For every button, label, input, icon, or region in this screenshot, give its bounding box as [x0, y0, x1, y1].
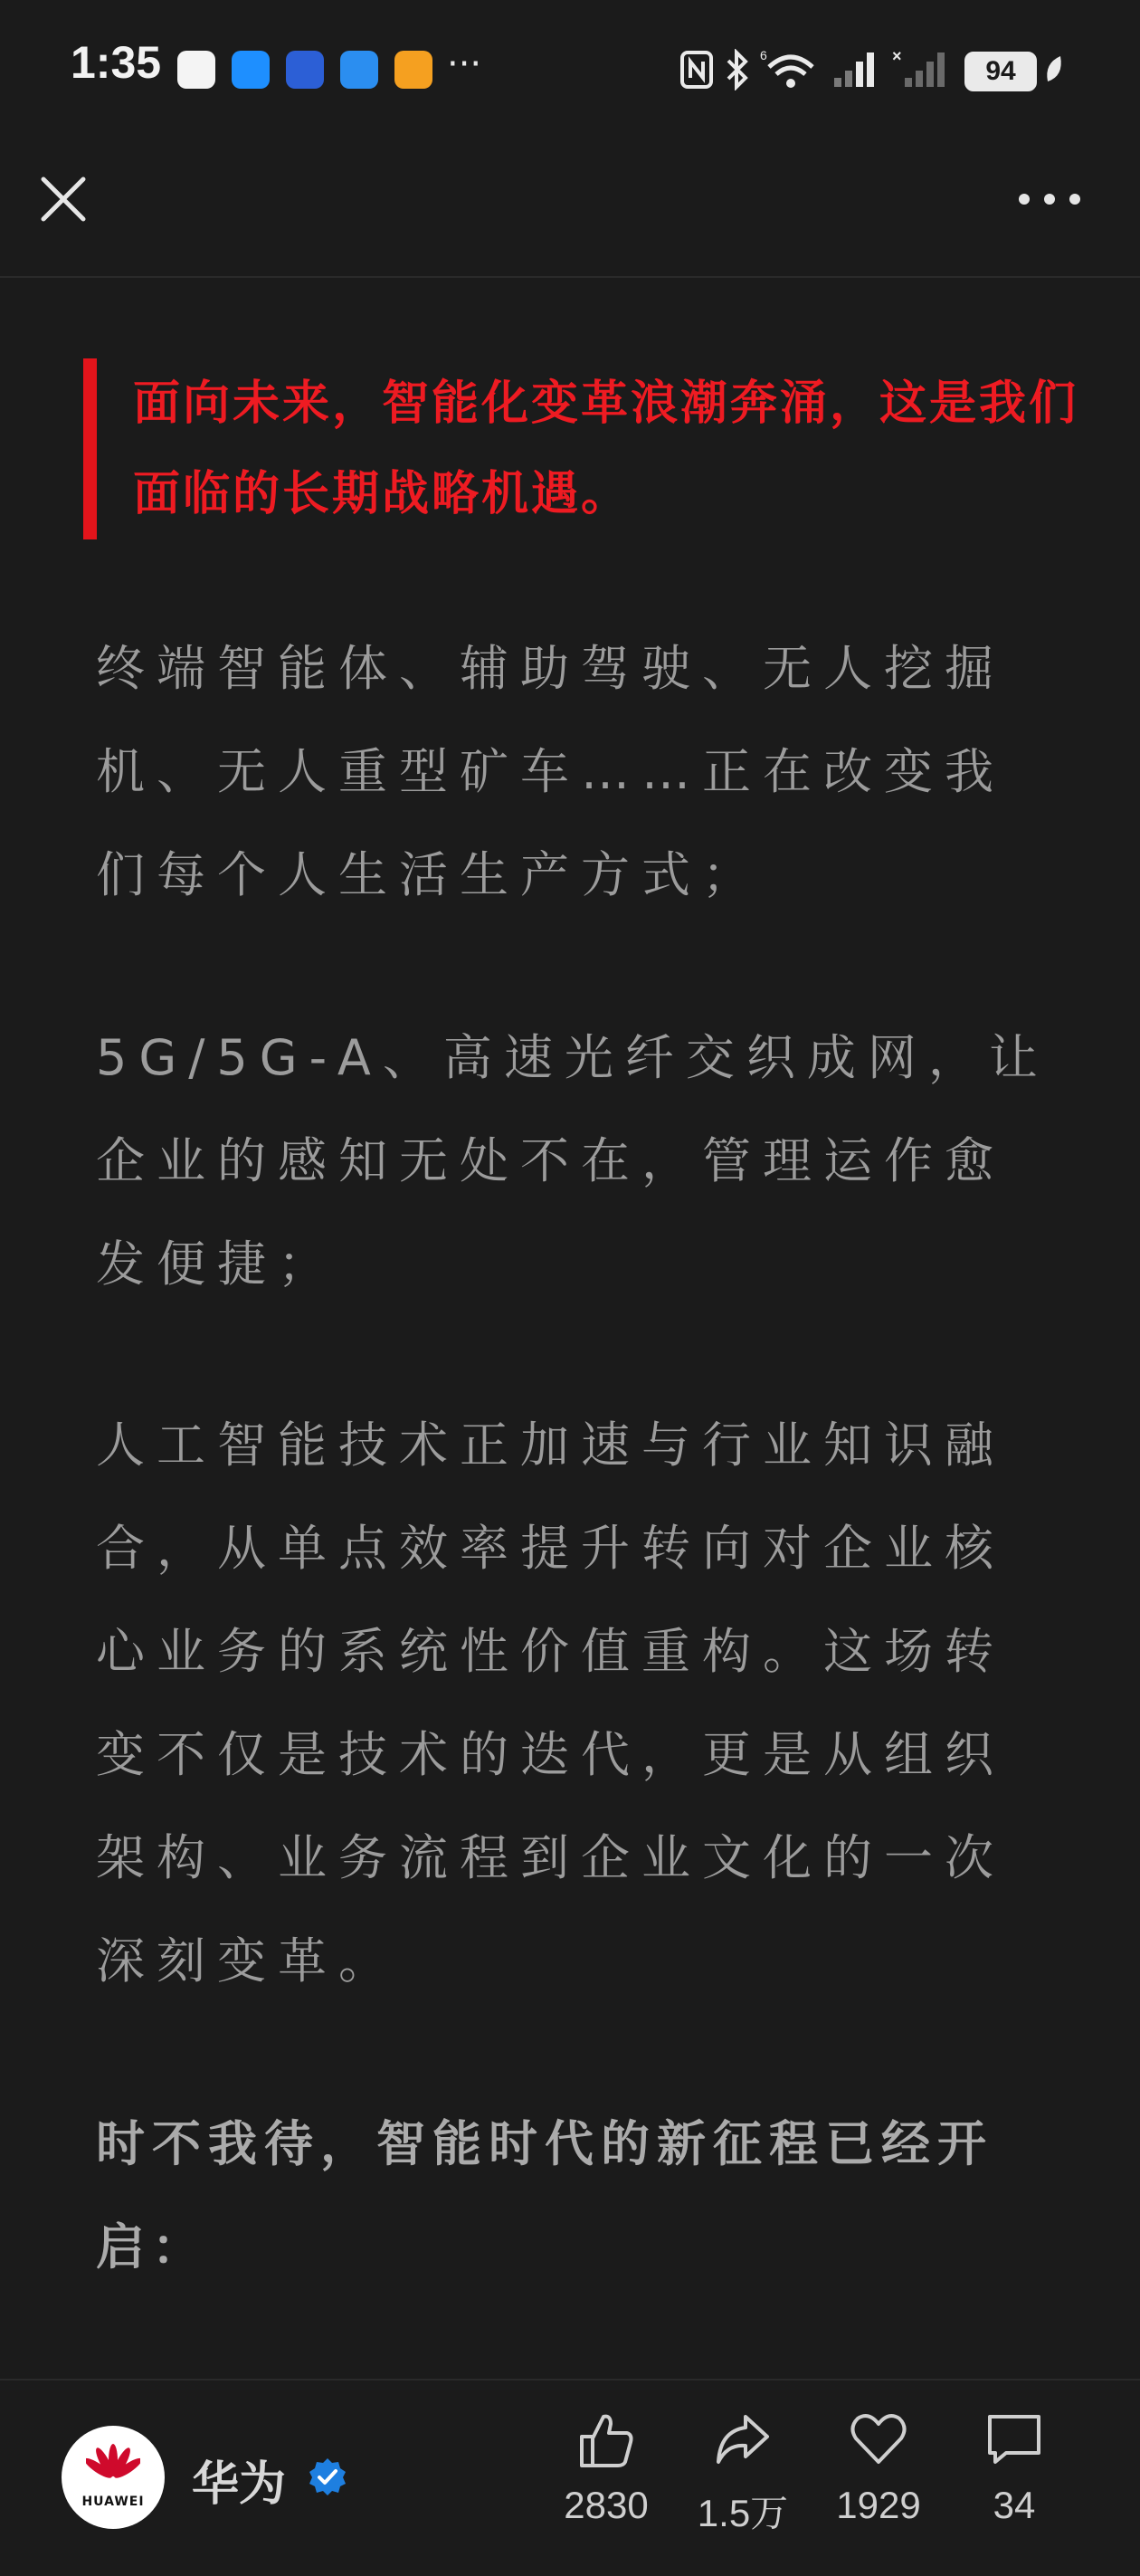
message-app-icon — [232, 51, 270, 89]
wifi-icon — [760, 47, 818, 91]
share-icon — [711, 2408, 774, 2471]
battery-indicator: 94 — [964, 52, 1037, 91]
status-bar — [0, 0, 1140, 136]
like-count: 2830 — [564, 2484, 649, 2526]
leaf-icon — [1042, 54, 1066, 85]
share-button[interactable] — [684, 2408, 802, 2538]
nfc-icon — [680, 51, 713, 89]
article-paragraph: 终端智能体、辅助驾驶、无人挖掘机、无人重型矿车……正在改变我们每个人生活生产方式； — [96, 640, 1005, 903]
svg-text:×: × — [892, 47, 902, 65]
heart-icon — [847, 2408, 910, 2471]
article-highlight-quote: 面向未来，智能化变革浪潮奔涌，这是我们面临的长期战略机遇。 — [83, 358, 1110, 539]
avatar-brand-text: HUAWEI — [81, 2495, 145, 2509]
svg-text:6: 6 — [760, 48, 767, 62]
status-time: 1:35 — [71, 37, 162, 88]
verified-badge-icon — [308, 2457, 347, 2496]
traffic-app-icon — [286, 51, 324, 89]
signal-icon — [832, 49, 879, 89]
cloud-app-icon — [340, 51, 378, 89]
comment-icon — [983, 2408, 1046, 2471]
video-app-icon — [394, 51, 432, 89]
signal-disabled-icon — [890, 47, 948, 89]
comment-button[interactable] — [955, 2408, 1073, 2527]
favorite-count: 1929 — [836, 2484, 921, 2526]
like-button[interactable] — [547, 2408, 665, 2527]
comment-count: 34 — [993, 2484, 1036, 2526]
bluetooth-icon — [724, 49, 751, 91]
close-icon[interactable] — [36, 172, 90, 226]
top-nav — [0, 136, 1140, 278]
hmos-app-icon — [177, 51, 215, 89]
huawei-logo-icon — [86, 2442, 140, 2489]
more-notifications-icon: ··· — [447, 43, 482, 85]
article-paragraph: 5G/5G-A、高速光纤交织成网，让企业的感知无处不在，管理运作愈发便捷； — [96, 1029, 1050, 1293]
favorite-button[interactable] — [820, 2408, 937, 2527]
share-count: 1.5万 — [697, 2492, 789, 2534]
thumbs-up-icon — [575, 2408, 638, 2471]
article-paragraph: 人工智能技术正加速与行业知识融合，从单点效率提升转向对企业核心业务的系统性价值重构。这场转变不仅是技术的迭代，更是从组织架构、业务流程到企业文化的一次深刻变革。 — [96, 1417, 1005, 1989]
more-options-icon[interactable] — [1013, 181, 1086, 217]
author-avatar[interactable] — [62, 2426, 165, 2529]
bottom-action-bar — [0, 2379, 1140, 2576]
article-paragraph-bold: 时不我待，智能时代的新征程已经开启： — [96, 2115, 993, 2275]
author-name[interactable]: 华为 — [192, 2457, 287, 2512]
